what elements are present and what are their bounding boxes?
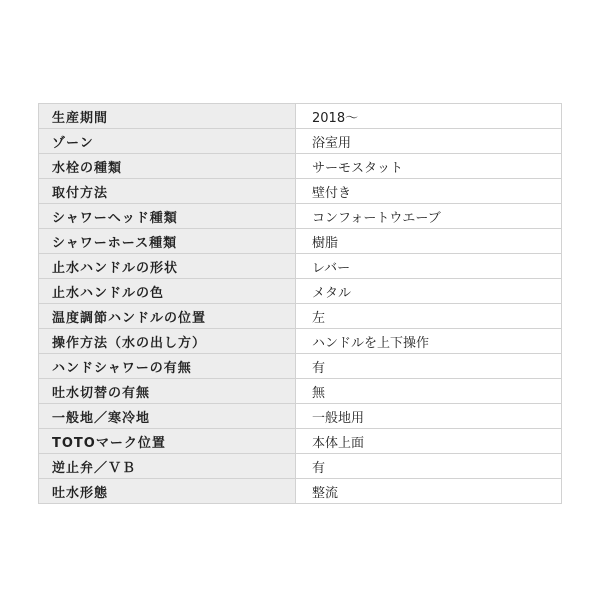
table-row [39,354,562,379]
row-value: 本体上面 [296,429,562,454]
row-label: TOTOマーク位置 [39,429,296,454]
table-row [39,154,562,179]
table-row [39,379,562,404]
table-row [39,329,562,354]
row-value: 一般地用 [296,404,562,429]
row-label: 一般地／寒冷地 [39,404,296,429]
row-value: メタル [296,279,562,304]
row-value: コンフォートウエーブ [296,204,562,229]
table-row [39,454,562,479]
row-label: 逆止弁／ＶＢ [39,454,296,479]
table-row [39,279,562,304]
row-label: ゾーン [39,129,296,154]
row-label: 生産期間 [39,104,296,129]
table-row [39,304,562,329]
row-value: 浴室用 [296,129,562,154]
row-value: 無 [296,379,562,404]
row-value: 樹脂 [296,229,562,254]
table-row [39,104,562,129]
table-row [39,229,562,254]
row-value: レバー [296,254,562,279]
row-label: 吐水切替の有無 [39,379,296,404]
table-row [39,179,562,204]
table-row [39,254,562,279]
row-value: サーモスタット [296,154,562,179]
row-value: 有 [296,454,562,479]
row-label: 温度調節ハンドルの位置 [39,304,296,329]
row-label: ハンドシャワーの有無 [39,354,296,379]
row-value: 有 [296,354,562,379]
row-value: 2018～ [296,104,562,129]
spec-table [38,103,562,504]
table-row [39,129,562,154]
row-label: シャワーヘッド種類 [39,204,296,229]
row-label: 操作方法（水の出し方） [39,329,296,354]
row-label: 取付方法 [39,179,296,204]
row-value: ハンドルを上下操作 [296,329,562,354]
table-row [39,204,562,229]
row-label: シャワーホース種類 [39,229,296,254]
table-row [39,429,562,454]
row-value: 左 [296,304,562,329]
row-label: 止水ハンドルの色 [39,279,296,304]
row-label: 吐水形態 [39,479,296,504]
row-label: 止水ハンドルの形状 [39,254,296,279]
row-value: 壁付き [296,179,562,204]
row-value: 整流 [296,479,562,504]
table-row [39,404,562,429]
table-row [39,479,562,504]
row-label: 水栓の種類 [39,154,296,179]
